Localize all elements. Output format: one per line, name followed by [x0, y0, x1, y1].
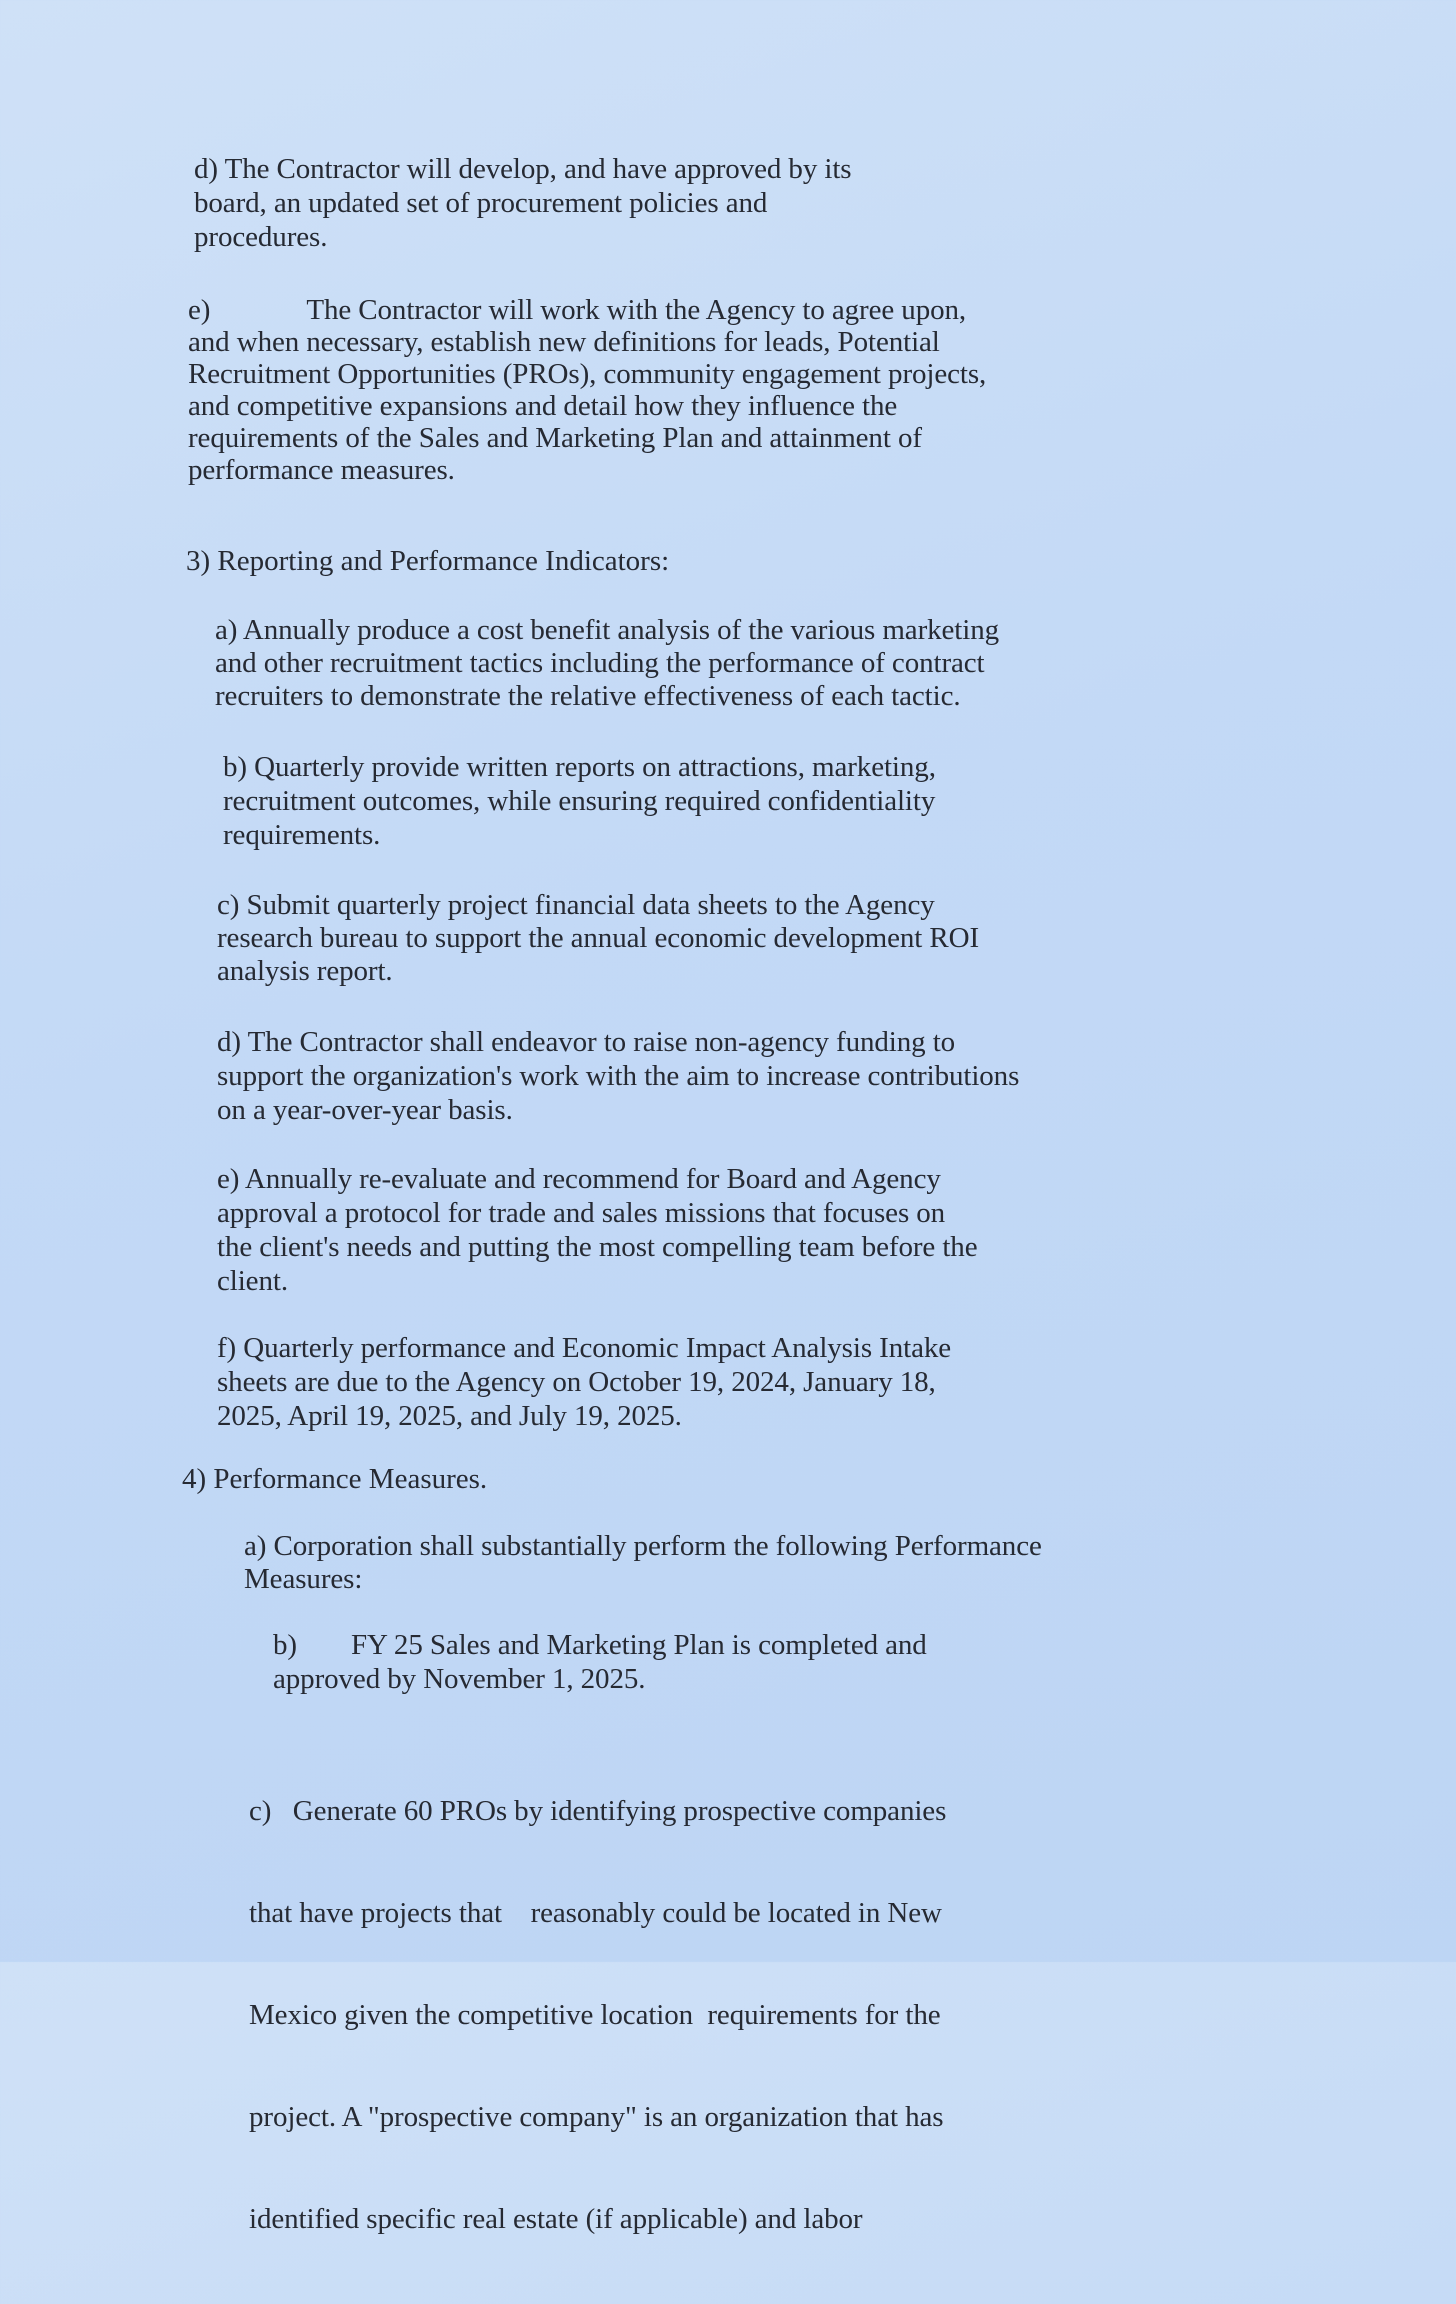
text-line: identified specific real estate (if applicable) and labor	[249, 2203, 863, 2235]
text-line	[273, 1628, 927, 1662]
section-3-item-c	[217, 889, 979, 988]
section-4-item-c	[249, 1726, 946, 2304]
section-4-item-b	[273, 1628, 927, 1696]
text-line: f) Quarterly performance and Economic Impact Analysis Intake	[217, 1332, 952, 1364]
section-3-item-e	[217, 1162, 977, 1298]
item-label: e)	[188, 294, 211, 326]
text-line: b) Quarterly provide written reports on attractions, marketing,	[223, 751, 936, 783]
text-line: recruitment outcomes, while ensuring required confidentiality	[223, 785, 936, 817]
text-line: procedures.	[194, 221, 328, 253]
text-line: performance measures.	[188, 454, 455, 486]
text-line: and competitive expansions and detail how they influence the	[188, 390, 898, 422]
text-line: and when necessary, establish new definitions for leads, Potential	[188, 326, 940, 358]
section-4-item-a	[244, 1530, 1042, 1596]
text-line: recruiters to demonstrate the relative effectiveness of each tactic.	[215, 680, 961, 712]
text-line: approved by November 1, 2025.	[273, 1663, 646, 1695]
text-line: c) Generate 60 PROs by identifying prospective companies	[249, 1795, 947, 1827]
text-line: 2025, April 19, 2025, and July 19, 2025.	[217, 1400, 682, 1432]
text-line: approval a protocol for trade and sales missions that focuses on	[217, 1197, 946, 1229]
text-line: research bureau to support the annual economic development ROI	[217, 922, 980, 954]
paragraph-e-definitions	[188, 294, 986, 486]
section-3-heading: 3) Reporting and Performance Indicators:	[186, 545, 670, 577]
text-line: requirements.	[223, 819, 381, 851]
paragraph-d-procurement	[194, 152, 851, 254]
section-3-item-a	[215, 614, 999, 713]
text-line: requirements of the Sales and Marketing Plan and attainment of	[188, 422, 922, 454]
text-line: project. A "prospective company" is an organization that has	[249, 2101, 944, 2133]
text-line: e) Annually re-evaluate and recommend for Board and Agency	[217, 1163, 941, 1195]
text-line: on a year-over-year basis.	[217, 1094, 513, 1126]
section-3-item-b	[223, 750, 936, 852]
item-label: b)	[273, 1629, 297, 1661]
text-line: d) The Contractor shall endeavor to raise non-agency funding to	[217, 1026, 956, 1058]
section-4-heading: 4) Performance Measures.	[182, 1463, 488, 1495]
text-line: d) The Contractor will develop, and have approved by its	[194, 153, 852, 185]
text-line: board, an updated set of procurement policies and	[194, 187, 768, 219]
text-line: analysis report.	[217, 955, 393, 987]
text-line: client.	[217, 1265, 288, 1297]
text-line-content: FY 25 Sales and Marketing Plan is completed and	[350, 1629, 927, 1661]
text-line: and other recruitment tactics including the performance of contract	[215, 647, 985, 679]
text-line: sheets are due to the Agency on October 19, 2024, January 18,	[217, 1366, 936, 1398]
text-line: a) Corporation shall substantially perform the following Performance	[244, 1530, 1042, 1562]
text-line: Measures:	[244, 1563, 363, 1595]
text-line: Mexico given the competitive location requirements for the	[249, 1999, 941, 2031]
text-line: that have projects that reasonably could be located in New	[249, 1897, 942, 1929]
text-line: support the organization's work with the aim to increase contributions	[217, 1060, 1020, 1092]
section-3-item-f	[217, 1331, 951, 1433]
section-3-item-d	[217, 1025, 1019, 1127]
text-line-content: The Contractor will work with the Agency to agree upon,	[306, 294, 967, 326]
text-line: c) Submit quarterly project financial data sheets to the Agency	[217, 889, 935, 921]
text-line	[188, 294, 986, 326]
text-line: the client's needs and putting the most compelling team before the	[217, 1231, 978, 1263]
text-line: Recruitment Opportunities (PROs), community engagement projects,	[188, 358, 987, 390]
text-line: a) Annually produce a cost benefit analysis of the various marketing	[215, 614, 1000, 646]
